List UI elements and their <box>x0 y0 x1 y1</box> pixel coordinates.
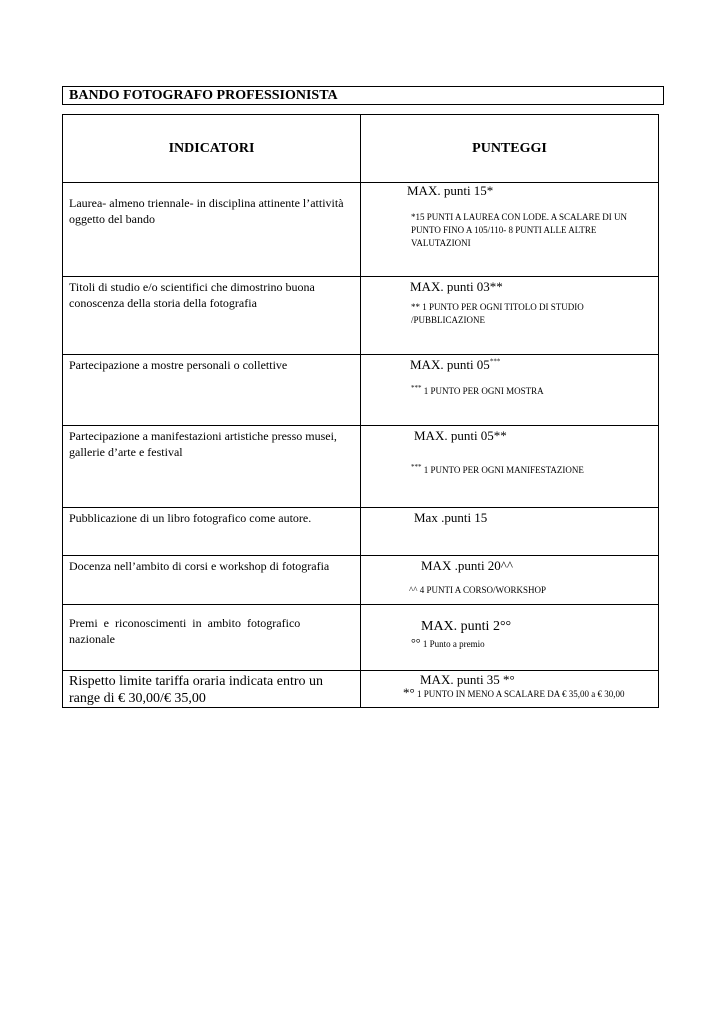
table-row <box>63 671 659 708</box>
note-line: PUNTO FINO A 105/110- 8 PUNTI ALLE ALTRE <box>411 225 597 235</box>
table-header-row <box>63 115 659 183</box>
note-line: ** 1 PUNTO PER OGNI TITOLO DI STUDIO <box>411 302 584 312</box>
note-prefix: *° <box>403 685 415 700</box>
note-line <box>411 464 584 477</box>
note-line: *15 PUNTI A LAUREA CON LODE. A SCALARE DI UN <box>411 212 628 222</box>
note-sup: *** <box>411 384 422 392</box>
note-line <box>411 637 485 651</box>
note-line <box>403 686 625 701</box>
punteggio-cell <box>361 277 659 355</box>
punteggio-cell <box>361 426 659 508</box>
punteggio-cell <box>361 671 659 708</box>
scoring-table <box>62 114 659 708</box>
note-line <box>411 385 544 398</box>
note-prefix: °° <box>411 636 421 650</box>
indicatore-cell <box>63 605 361 671</box>
table-row <box>63 556 659 605</box>
note-text: 1 Punto a premio <box>422 639 485 649</box>
punteggio-cell <box>361 508 659 556</box>
indicatore-text: Partecipazione a mostre personali o collettive <box>69 358 288 372</box>
max-points: MAX. punti 15* <box>407 183 494 198</box>
indicatore-text: Premi e riconoscimenti in ambito fotografico <box>69 616 301 630</box>
punteggio-cell <box>361 605 659 671</box>
punteggio-cell <box>361 183 659 277</box>
max-points: Max .punti 15 <box>414 510 488 525</box>
indicatore-cell <box>63 426 361 508</box>
table-row <box>63 426 659 508</box>
indicatore-cell <box>63 671 361 708</box>
note-sup: *** <box>411 463 422 471</box>
max-points-text: MAX. punti 05 <box>410 357 490 372</box>
document-title: BANDO FOTOGRAFO PROFESSIONISTA <box>62 86 664 105</box>
max-points-sup: *** <box>489 357 501 366</box>
indicatore-cell <box>63 508 361 556</box>
indicatore-cell <box>63 277 361 355</box>
punteggio-cell <box>361 355 659 426</box>
table-row <box>63 183 659 277</box>
indicatore-cell <box>63 355 361 426</box>
indicatore-text: Rispetto limite tariffa oraria indicata entro un range di € 30,00/€ 35,00 <box>69 674 323 706</box>
note-line: VALUTAZIONI <box>411 238 471 248</box>
note-line: ^^ 4 PUNTI A CORSO/WORKSHOP <box>409 585 546 595</box>
note-line: /PUBBLICAZIONE <box>411 315 485 325</box>
indicatore-text-line2: nazionale <box>69 632 115 646</box>
max-points: MAX .punti 20^^ <box>421 558 514 573</box>
indicatore-text: Partecipazione a manifestazioni artistiche presso musei, gallerie d’arte e festival <box>69 429 337 459</box>
note-text: 1 PUNTO IN MENO A SCALARE DA € 35,00 a € 30,00 <box>416 689 625 699</box>
indicatore-text: Laurea- almeno triennale- in disciplina attinente l’attività oggetto del bando <box>69 196 344 226</box>
indicatore-text: Docenza nell’ambito di corsi e workshop di fotografia <box>69 559 330 573</box>
indicatore-justified-line <box>69 615 354 631</box>
max-points: MAX. punti 35 *° <box>420 672 515 687</box>
max-points: MAX. punti 05** <box>414 428 507 443</box>
header-indicatori: INDICATORI <box>63 115 361 183</box>
indicatore-cell <box>63 183 361 277</box>
header-punteggi: PUNTEGGI <box>361 115 659 183</box>
note-text: 1 PUNTO PER OGNI MANIFESTAZIONE <box>421 465 584 475</box>
indicatore-text: Titoli di studio e/o scientifici che dimostrino buona conoscenza della storia della fotografia <box>69 280 315 310</box>
table-row <box>63 355 659 426</box>
indicatore-text: Pubblicazione di un libro fotografico come autore. <box>69 511 312 525</box>
note-text: 1 PUNTO PER OGNI MOSTRA <box>421 386 544 396</box>
table-row <box>63 605 659 671</box>
table-row <box>63 277 659 355</box>
max-points <box>410 357 500 372</box>
max-points: MAX. punti 2°° <box>421 619 512 634</box>
table-row <box>63 508 659 556</box>
punteggio-cell <box>361 556 659 605</box>
indicatore-cell <box>63 556 361 605</box>
max-points: MAX. punti 03** <box>410 279 503 294</box>
